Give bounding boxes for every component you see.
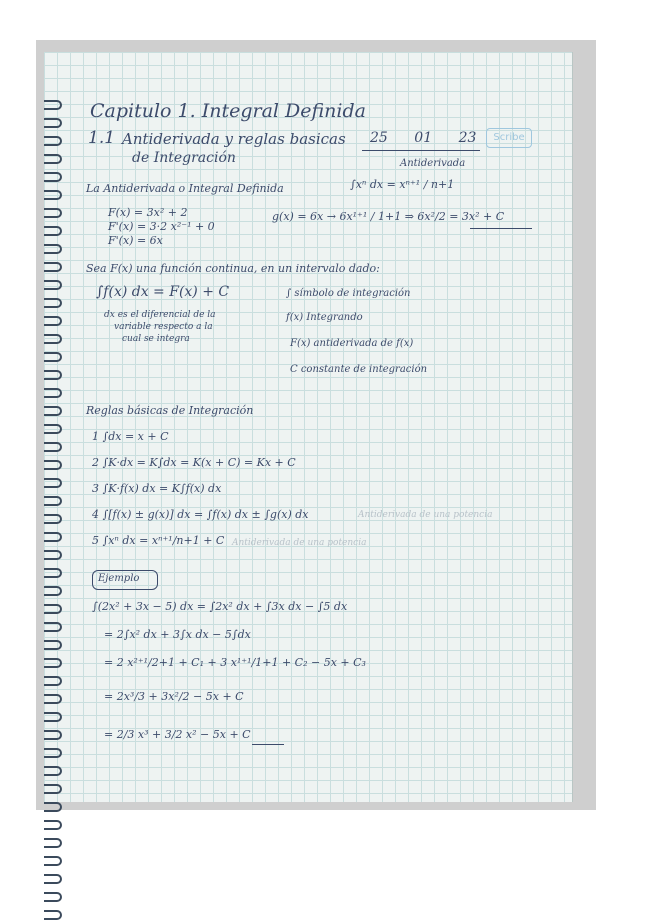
- rule-5-faint-note: Antiderivada de una potencia: [232, 538, 367, 548]
- intro-heading: La Antiderivada o Integral Definida: [86, 182, 284, 195]
- section-title: Antiderivada y reglas basicas: [122, 130, 346, 148]
- g-line: g(x) = 6x → 6x¹⁺¹ / 1+1 ⇒ 6x²/2 = 3x² + C: [272, 210, 505, 223]
- spiral-ring: [44, 856, 62, 866]
- spiral-ring: [44, 280, 62, 290]
- spiral-ring: [44, 712, 62, 722]
- spiral-ring: [44, 298, 62, 308]
- spiral-ring: [44, 730, 62, 740]
- f-line-1: F(x) = 3x² + 2: [108, 206, 188, 219]
- spiral-ring: [44, 604, 62, 614]
- rule-1: 1 ∫dx = x + C: [92, 430, 169, 443]
- legend-constant: C constante de integración: [290, 364, 428, 375]
- dx-note-2: variable respecto a la: [114, 322, 213, 332]
- spiral-ring: [44, 460, 62, 470]
- spiral-ring: [44, 532, 62, 542]
- spiral-ring: [44, 496, 62, 506]
- dx-note-1: dx es el diferencial de la: [104, 310, 216, 320]
- spiral-ring: [44, 622, 62, 632]
- spiral-ring: [44, 694, 62, 704]
- spiral-ring: [44, 784, 62, 794]
- f-line-3: F'(x) = 6x: [108, 234, 163, 247]
- spiral-ring: [44, 388, 62, 398]
- final-constant-underline: [252, 744, 284, 745]
- rules-heading: Reglas básicas de Integración: [86, 404, 254, 417]
- spiral-ring: [44, 262, 62, 272]
- spiral-ring: [44, 136, 62, 146]
- spiral-ring: [44, 802, 62, 812]
- legend-integrand: f(x) Integrando: [286, 312, 363, 323]
- spiral-ring: [44, 748, 62, 758]
- spiral-ring: [44, 226, 62, 236]
- dx-note-3: cual se integra: [122, 334, 190, 344]
- spiral-ring: [44, 100, 62, 110]
- spiral-ring: [44, 910, 62, 920]
- g-result-underline: [470, 228, 532, 229]
- spiral-ring: [44, 154, 62, 164]
- rule-5: 5 ∫xⁿ dx = xⁿ⁺¹/n+1 + C: [92, 534, 225, 547]
- spiral-ring: [44, 208, 62, 218]
- spiral-ring: [44, 172, 62, 182]
- spiral-ring: [44, 316, 62, 326]
- spiral-ring: [44, 586, 62, 596]
- spiral-ring: [44, 766, 62, 776]
- spiral-ring: [44, 118, 62, 128]
- spiral-ring: [44, 640, 62, 650]
- section-subtitle: de Integración: [132, 150, 236, 166]
- date: [370, 130, 498, 146]
- example-line-5: = 2/3 x³ + 3/2 x² − 5x + C: [104, 728, 251, 741]
- antiderivada-formula: ∫xⁿ dx = xⁿ⁺¹ / n+1: [350, 178, 455, 191]
- legend-antiderivative: F(x) antiderivada de f(x): [290, 338, 414, 349]
- example-line-2: = 2∫x² dx + 3∫x dx − 5∫dx: [104, 628, 251, 641]
- example-line-3: = 2 x²⁺¹/2+1 + C₁ + 3 x¹⁺¹/1+1 + C₂ − 5x + C₃: [104, 656, 366, 669]
- rule-4: 4 ∫[f(x) ± g(x)] dx = ∫f(x) dx ± ∫g(x) dx: [92, 508, 309, 521]
- section-number: 1.1: [88, 128, 116, 148]
- spiral-ring: [44, 568, 62, 578]
- spiral-ring: [44, 370, 62, 380]
- spiral-ring: [44, 334, 62, 344]
- rule-2: 2 ∫K·dx = K∫dx = K(x + C) = Kx + C: [92, 456, 296, 469]
- spiral-ring: [44, 478, 62, 488]
- f-line-2: F'(x) = 3·2 x²⁻¹ + 0: [108, 220, 215, 233]
- spiral-ring: [44, 406, 62, 416]
- rule-3: 3 ∫K·f(x) dx = K∫f(x) dx: [92, 482, 222, 495]
- spiral-ring: [44, 892, 62, 902]
- example-label: Ejemplo: [98, 573, 140, 584]
- definition-formula: ∫f(x) dx = F(x) + C: [96, 284, 230, 300]
- rule-4-faint-note: Antiderivada de una potencia: [358, 510, 493, 520]
- date-underline: [362, 150, 480, 151]
- spiral-ring: [44, 514, 62, 524]
- spiral-ring: [44, 874, 62, 884]
- spiral-ring: [44, 442, 62, 452]
- legend-integral: ∫ símbolo de integración: [286, 288, 411, 299]
- date-year: 23: [458, 130, 477, 146]
- spiral-ring: [44, 676, 62, 686]
- date-day: 25: [370, 130, 388, 146]
- spiral-ring: [44, 424, 62, 434]
- spiral-ring: [44, 352, 62, 362]
- spiral-ring: [44, 658, 62, 668]
- spiral-ring: [44, 190, 62, 200]
- spiral-ring: [44, 820, 62, 830]
- definition-heading: Sea F(x) una función continua, en un intervalo dado:: [86, 262, 380, 275]
- date-month: 01: [414, 130, 433, 146]
- example-line-4: = 2x³/3 + 3x²/2 − 5x + C: [104, 690, 244, 703]
- example-line-1: ∫(2x² + 3x − 5) dx = ∫2x² dx + ∫3x dx − ∫5 dx: [92, 600, 348, 613]
- spiral-ring: [44, 244, 62, 254]
- spiral-ring: [44, 838, 62, 848]
- page-title: Capitulo 1. Integral Definida: [90, 100, 366, 122]
- antiderivada-label: Antiderivada: [400, 158, 466, 169]
- scribe-stamp: Scribe: [486, 128, 532, 148]
- spiral-ring: [44, 550, 62, 560]
- spiral-binding: [44, 100, 64, 790]
